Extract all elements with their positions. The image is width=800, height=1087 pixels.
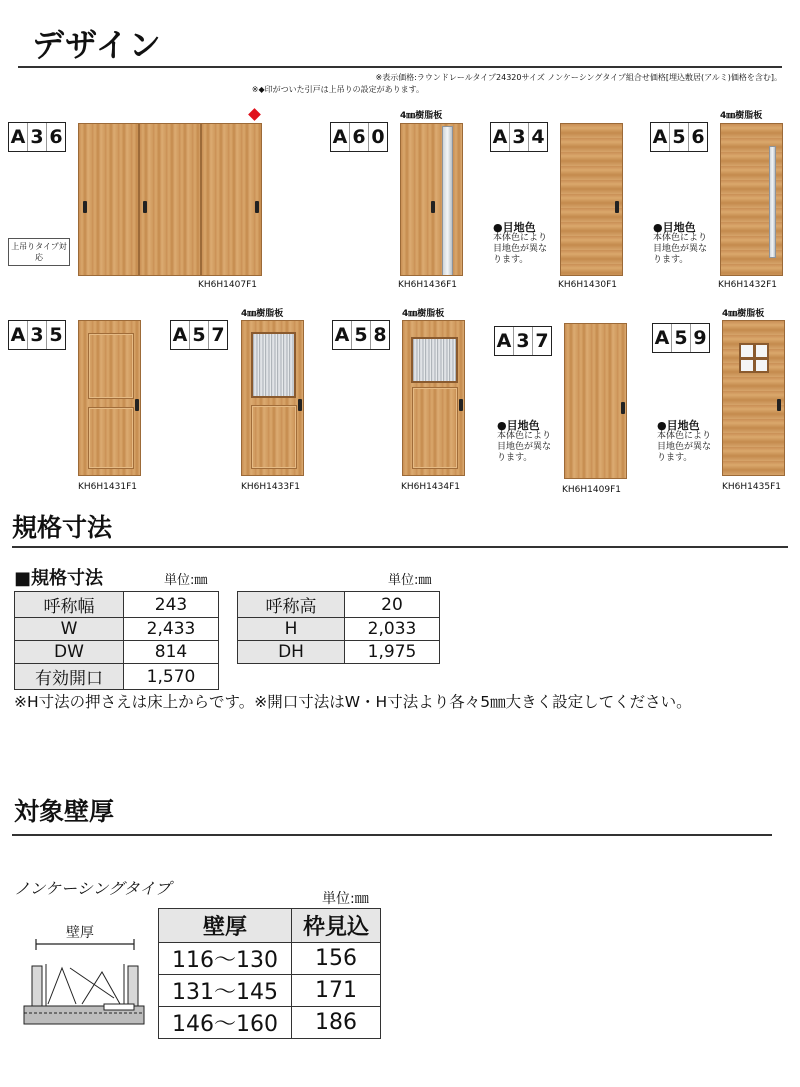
door-code-a57: A 5 7 <box>170 320 228 350</box>
spec-subtitle: ■規格寸法 <box>14 568 104 589</box>
spec-unit-left: 単位:㎜ <box>164 573 208 588</box>
part-number-a57: KH6H1433F1 <box>241 482 300 492</box>
part-number-a35: KH6H1431F1 <box>78 482 137 492</box>
spec-divider <box>12 546 788 548</box>
wall-divider <box>12 834 772 836</box>
joint-note-a34: ●目地色 本体色により目地色が異なります。 <box>493 221 548 265</box>
table-row: 116〜130 156 <box>159 943 381 975</box>
table-row: 呼称高 20 <box>238 592 440 618</box>
door-code-a37: A 3 7 <box>494 326 552 356</box>
table-row: W 2,433 <box>15 618 219 641</box>
door-image-a36-mid <box>139 123 201 276</box>
hanging-type-badge: 上吊りタイプ対応 <box>8 238 70 266</box>
red-diamond-icon <box>248 108 261 121</box>
wall-table <box>158 908 381 1039</box>
wall-type-label: ノンケーシングタイプ <box>14 879 171 898</box>
door-image-a34 <box>560 123 623 276</box>
design-divider <box>18 66 782 68</box>
hanging-note: ※◆印がついた引戸は上吊りの設定があります。 <box>251 85 424 94</box>
spec-table-left <box>14 591 219 690</box>
door-code-a35: A 3 5 <box>8 320 66 350</box>
resin-label-a56: 4㎜樹脂板 <box>720 111 763 121</box>
table-row: DH 1,975 <box>238 641 440 664</box>
part-number-a59: KH6H1435F1 <box>722 482 781 492</box>
door-image-a36-left <box>78 123 139 276</box>
spec-unit-right: 単位:㎜ <box>388 573 432 588</box>
door-code-a60: A 6 0 <box>330 122 388 152</box>
table-row: 呼称幅 243 <box>15 592 219 618</box>
wall-unit: 単位:㎜ <box>322 891 369 907</box>
design-title: デザイン <box>32 26 162 64</box>
wall-diagram-label: 壁厚 <box>66 925 94 941</box>
joint-note-a59: ●目地色 本体色により目地色が異なります。 <box>657 419 712 463</box>
table-row: H 2,033 <box>238 618 440 641</box>
table-row: 壁厚 枠見込 <box>159 909 381 943</box>
part-number-a60: KH6H1436F1 <box>398 280 457 290</box>
door-code-a56: A 5 6 <box>650 122 708 152</box>
table-row: DW 814 <box>15 641 219 664</box>
part-number-a56: KH6H1432F1 <box>718 280 777 290</box>
part-number-a34: KH6H1430F1 <box>558 280 617 290</box>
door-image-a60 <box>400 123 463 276</box>
joint-note-a37: ●目地色 本体色により目地色が異なります。 <box>497 419 552 463</box>
spec-title: 規格寸法 <box>12 513 113 542</box>
door-image-a57 <box>241 320 304 476</box>
resin-label-a59: 4㎜樹脂板 <box>722 309 765 319</box>
wall-section-diagram <box>22 938 150 1030</box>
resin-label-a60: 4㎜樹脂板 <box>400 111 443 121</box>
table-row: 131〜145 171 <box>159 975 381 1007</box>
door-code-a36: A 3 6 <box>8 122 66 152</box>
spec-footnote: ※H寸法の押さえは床上からです。※開口寸法はW・H寸法より各々5㎜大きく設定してください。 <box>14 693 692 711</box>
table-row: 146〜160 186 <box>159 1007 381 1039</box>
part-number-a58: KH6H1434F1 <box>401 482 460 492</box>
door-image-a58 <box>402 320 465 476</box>
door-image-a37 <box>564 323 627 479</box>
door-code-a34: A 3 4 <box>490 122 548 152</box>
resin-label-a58: 4㎜樹脂板 <box>402 309 445 319</box>
door-image-a35 <box>78 320 141 476</box>
price-note: ※表示価格:ラウンドレールタイプ24320サイズ ノンケーシングタイプ組合せ価格[埋込敷居(アルミ)価格を含む]。 <box>375 73 782 82</box>
wall-title: 対象壁厚 <box>14 797 115 826</box>
door-image-a56 <box>720 123 783 276</box>
table-row: 有効開口 1,570 <box>15 664 219 690</box>
spec-table-right <box>237 591 440 664</box>
door-image-a36-right <box>201 123 262 276</box>
part-number-a36: KH6H1407F1 <box>198 280 257 290</box>
door-code-a58: A 5 8 <box>332 320 390 350</box>
resin-label-a57: 4㎜樹脂板 <box>241 309 284 319</box>
door-code-a59: A 5 9 <box>652 323 710 353</box>
part-number-a37: KH6H1409F1 <box>562 485 621 495</box>
door-image-a59 <box>722 320 785 476</box>
joint-note-a56: ●目地色 本体色により目地色が異なります。 <box>653 221 708 265</box>
